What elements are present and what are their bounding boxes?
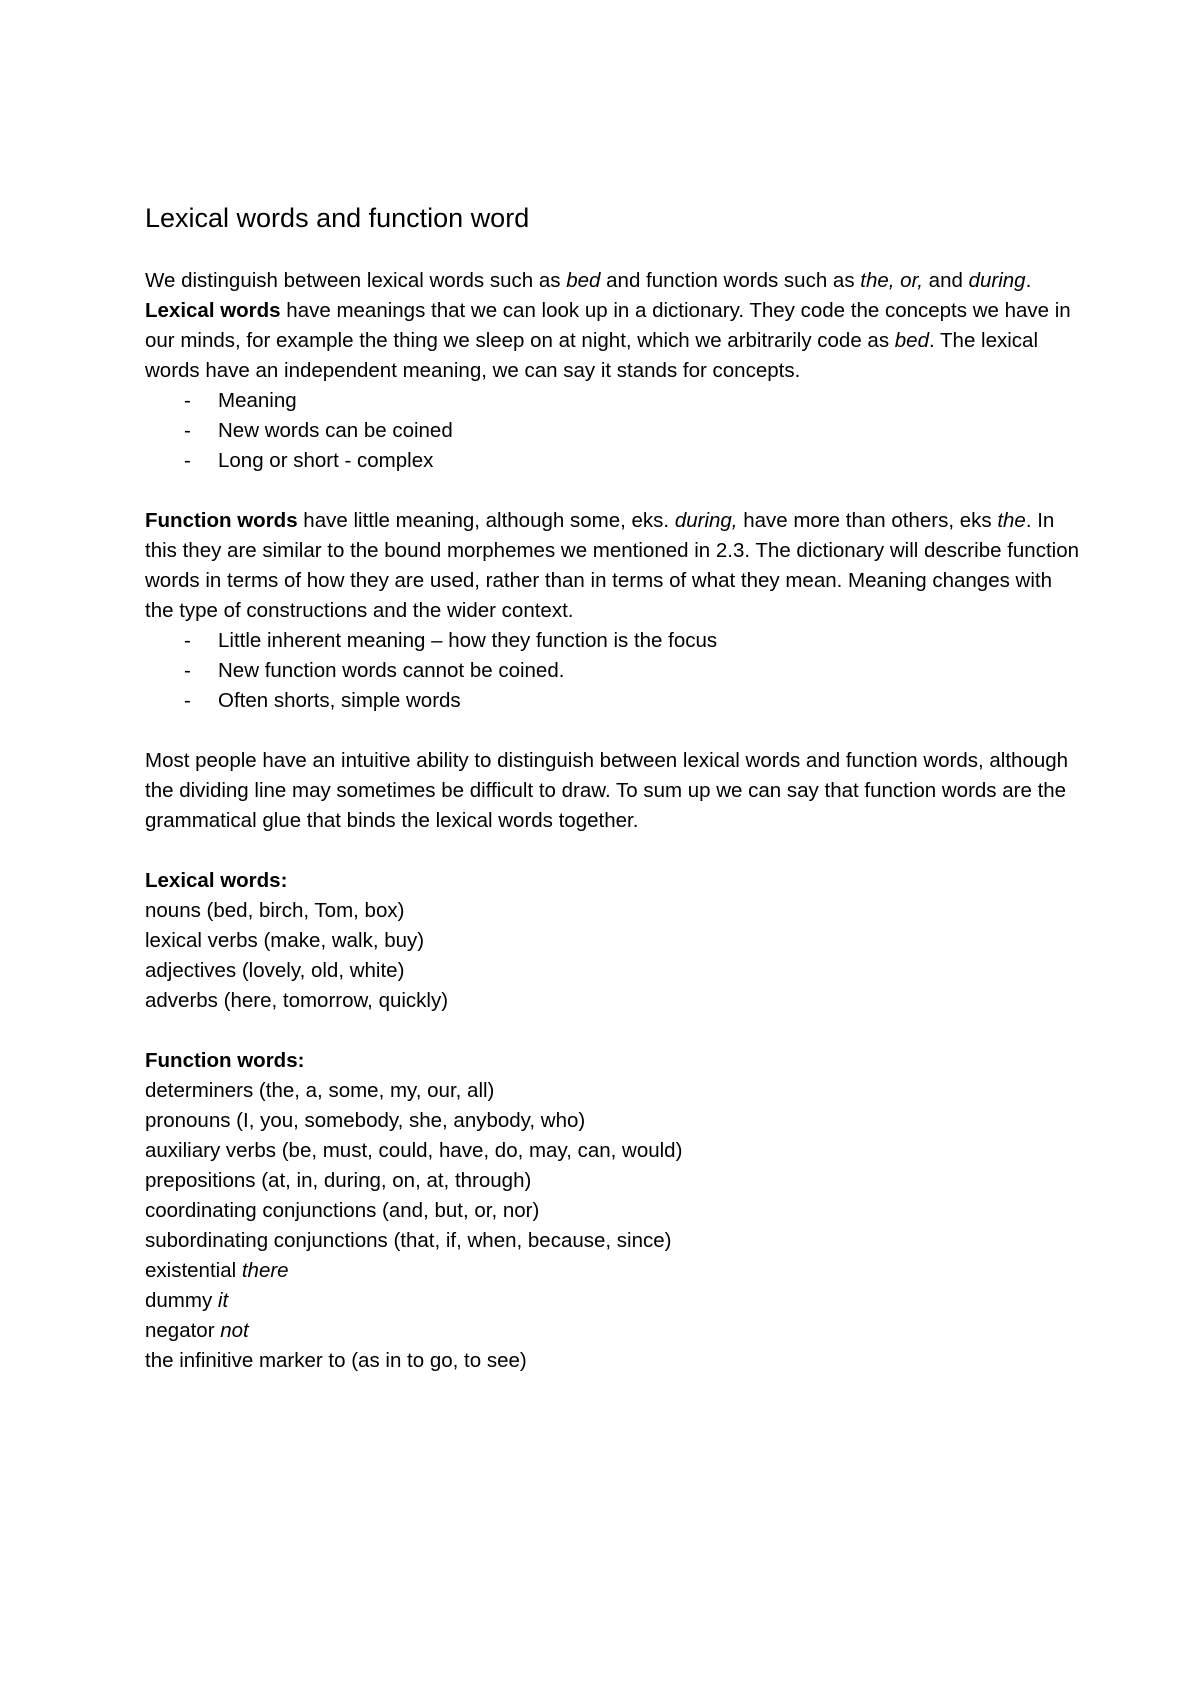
list-item: nouns (bed, birch, Tom, box) xyxy=(145,899,405,922)
list-item xyxy=(145,446,1085,476)
document-page xyxy=(145,200,1085,1376)
spacer xyxy=(145,1016,1085,1046)
list-item xyxy=(145,626,1085,656)
item-italic: there xyxy=(241,1259,289,1282)
bullet-text: New function words cannot be coined. xyxy=(218,659,565,682)
function-heading-text: Function words: xyxy=(145,1049,305,1072)
dash-marker: - xyxy=(184,389,191,412)
list-item: determiners (the, a, some, my, our, all) xyxy=(145,1079,495,1102)
dash-marker: - xyxy=(184,659,191,682)
list-item: pronouns (I, you, somebody, she, anybody, who) xyxy=(145,1109,586,1132)
function-text: have little meaning, although some, eks. xyxy=(297,509,675,532)
dash-marker: - xyxy=(184,449,191,472)
intro-text: have meanings that we can look up in a dictionary. They code the concepts we have in our minds, for example the thing we sleep on at night, which we arbitrarily code as xyxy=(145,299,1071,352)
intro-italic-examples: the, or, xyxy=(860,269,923,292)
list-item xyxy=(145,1256,1085,1286)
list-item: coordinating conjunctions (and, but, or, nor) xyxy=(145,1199,540,1222)
dash-marker: - xyxy=(184,689,191,712)
intro-italic-during: during xyxy=(968,269,1026,292)
spacer xyxy=(145,476,1085,506)
item-text: negator xyxy=(145,1319,221,1342)
intro-italic-bed: bed xyxy=(894,329,929,352)
item-text: dummy xyxy=(145,1289,218,1312)
list-item xyxy=(145,1286,1085,1316)
list-item xyxy=(145,416,1085,446)
function-italic-the: the xyxy=(997,509,1026,532)
list-item xyxy=(145,1316,1085,1346)
intro-paragraph xyxy=(145,266,1085,386)
bullet-text: Often shorts, simple words xyxy=(218,689,461,712)
spacer xyxy=(145,716,1085,746)
bullet-text: Long or short - complex xyxy=(218,449,434,472)
list-item xyxy=(145,686,1085,716)
intro-text: . The lexical words have an independent meaning, we can say it stands for concepts. xyxy=(145,329,1039,382)
function-bold-heading: Function words xyxy=(145,509,298,532)
lexical-heading-text: Lexical words: xyxy=(145,869,288,892)
intro-bold-lexical-words: Lexical words xyxy=(145,299,281,322)
bullet-text: Little inherent meaning – how they function is the focus xyxy=(218,629,718,652)
list-item: subordinating conjunctions (that, if, when, because, since) xyxy=(145,1229,672,1252)
list-item: prepositions (at, in, during, on, at, through) xyxy=(145,1169,532,1192)
function-paragraph xyxy=(145,506,1085,626)
item-italic: not xyxy=(220,1319,249,1342)
list-item: auxiliary verbs (be, must, could, have, do, may, can, would) xyxy=(145,1139,683,1162)
summary-paragraph: Most people have an intuitive ability to distinguish between lexical words and function words, although the dividing line may sometimes be difficult to draw. To sum up we can say that function words are the grammatical glue that binds the lexical words together. xyxy=(145,749,1069,832)
list-item: adverbs (here, tomorrow, quickly) xyxy=(145,989,449,1012)
bullet-text: Meaning xyxy=(218,389,297,412)
intro-italic-bed: bed xyxy=(566,269,601,292)
function-words-heading xyxy=(145,1046,1085,1076)
intro-text: and function words such as xyxy=(600,269,861,292)
list-item: adjectives (lovely, old, white) xyxy=(145,959,405,982)
lexical-words-heading xyxy=(145,866,1085,896)
list-item: the infinitive marker to (as in to go, to see) xyxy=(145,1349,527,1372)
function-text: . In this they are similar to the bound morphemes we mentioned in 2.3. The dictionary will describe function words in terms of how they are used, rather than in terms of what they mean. Meaning changes with the type of constructions and the wider context. xyxy=(145,509,1079,622)
lexical-bullet-list xyxy=(145,386,1085,476)
function-italic-during: during, xyxy=(674,509,738,532)
list-item xyxy=(145,656,1085,686)
list-item xyxy=(145,386,1085,416)
item-italic: it xyxy=(217,1289,229,1312)
item-text: existential xyxy=(145,1259,242,1282)
list-item: lexical verbs (make, walk, buy) xyxy=(145,929,425,952)
spacer xyxy=(145,836,1085,866)
intro-text: . xyxy=(1025,269,1032,292)
dash-marker: - xyxy=(184,419,191,442)
document-title: Lexical words and function word xyxy=(145,203,530,233)
function-bullet-list xyxy=(145,626,1085,716)
bullet-text: New words can be coined xyxy=(218,419,453,442)
intro-text: We distinguish between lexical words such as xyxy=(145,269,567,292)
intro-text: and xyxy=(922,269,969,292)
dash-marker: - xyxy=(184,629,191,652)
function-text: have more than others, eks xyxy=(737,509,998,532)
